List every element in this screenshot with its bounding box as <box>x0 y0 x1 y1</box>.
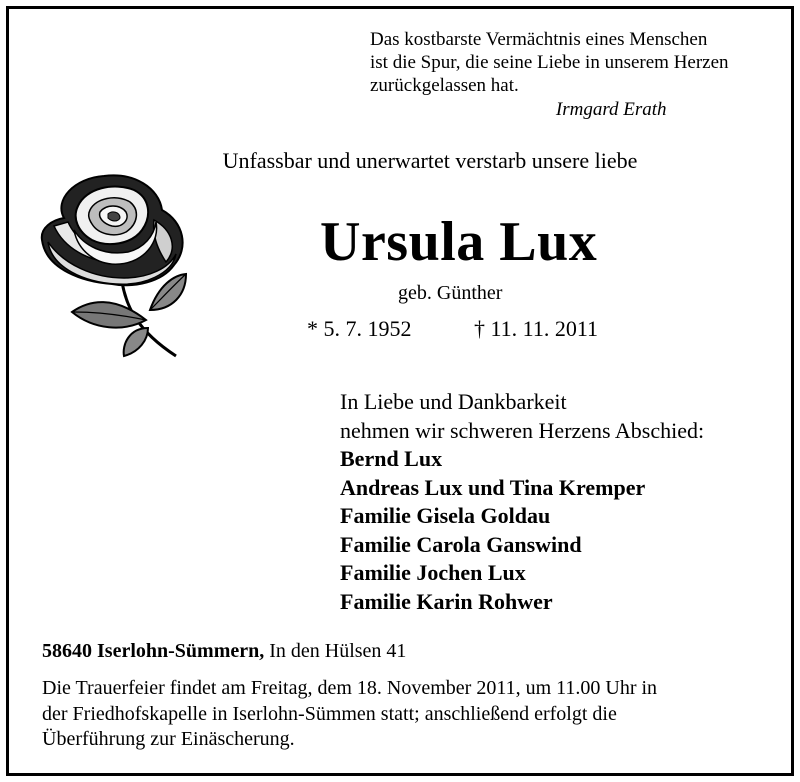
funeral-notice <box>42 676 762 753</box>
rose-icon <box>34 170 194 360</box>
memorial-quote <box>370 28 729 121</box>
quote-author: Irmgard Erath <box>555 99 667 120</box>
quote-line: ist die Spur, die seine Liebe in unserem Herzen <box>370 52 729 73</box>
mourner-name: Familie Jochen Lux <box>340 560 526 585</box>
intro-text: Unfassbar und unerwartet verstarb unsere liebe <box>222 148 638 173</box>
death-date: † 11. 11. 2011 <box>474 316 599 341</box>
funeral-line: Die Trauerfeier findet am Freitag, dem 18. November 2011, um 11.00 Uhr in <box>42 677 658 699</box>
quote-line: Das kostbarste Vermächtnis eines Menschen <box>370 29 708 50</box>
address-city: 58640 Iserlohn-Sümmern, <box>42 640 265 662</box>
funeral-line: Überführung zur Einäscherung. <box>42 728 295 750</box>
mourning-line: nehmen wir schweren Herzens Abschied: <box>340 417 705 443</box>
maiden-name: geb. Günther <box>398 282 503 304</box>
address-street: In den Hülsen 41 <box>269 640 407 662</box>
mourning-line: In Liebe und Dankbarkeit <box>340 389 567 414</box>
mourner-name: Andreas Lux und Tina Kremper <box>340 474 646 500</box>
birth-date: * 5. 7. 1952 <box>307 316 412 341</box>
mourner-address <box>42 640 406 663</box>
mourner-name: Familie Carola Ganswind <box>340 531 582 557</box>
quote-line: zurückgelassen hat. <box>370 75 519 96</box>
mourner-name: Familie Gisela Goldau <box>340 503 551 528</box>
deceased-name: Ursula Lux <box>320 211 598 273</box>
funeral-line: der Friedhofskapelle in Iserlohn-Sümmen statt; anschließend erfolgt die <box>42 702 617 725</box>
mourner-name: Bernd Lux <box>340 446 443 471</box>
mourner-name: Familie Karin Rohwer <box>340 588 553 614</box>
mourners-block <box>340 388 704 616</box>
